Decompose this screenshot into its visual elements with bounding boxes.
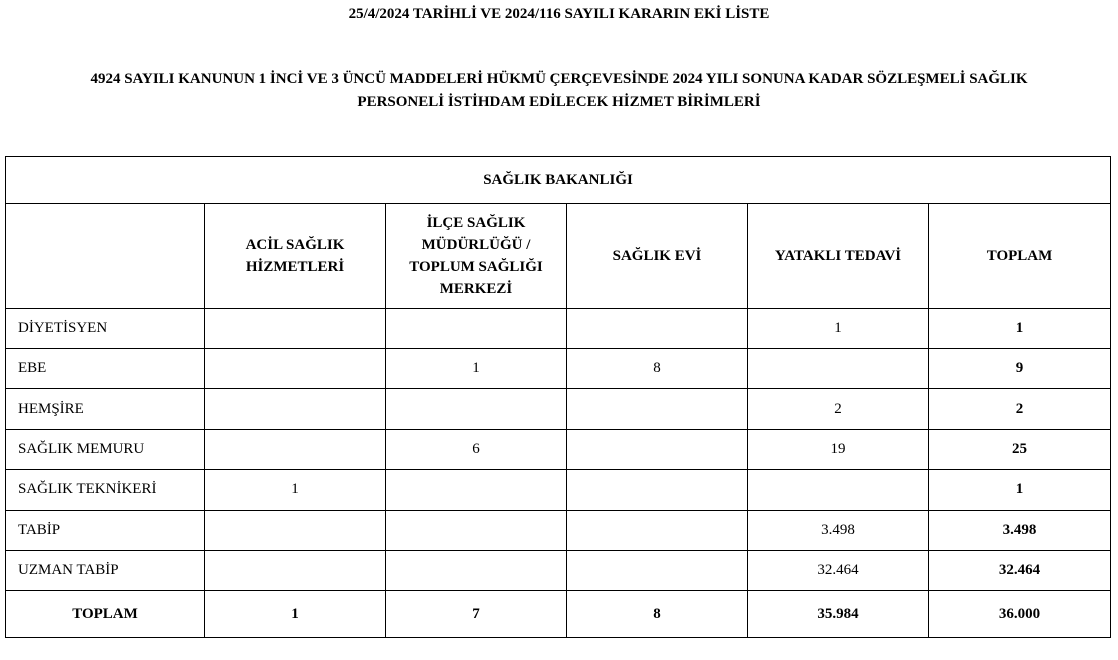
- column-header-row: [6, 204, 1111, 308]
- cell-saglik-evi: [567, 429, 748, 469]
- cell-toplam: 1: [929, 308, 1111, 348]
- cell-ilce: [386, 551, 567, 591]
- column-header-toplam: TOPLAM: [929, 204, 1111, 308]
- table-row: [6, 551, 1111, 591]
- ministry-header: SAĞLIK BAKANLIĞI: [6, 157, 1111, 204]
- totals-row: [6, 591, 1111, 638]
- personnel-table: [5, 156, 1111, 638]
- cell-acil: [205, 348, 386, 388]
- table-row: [6, 389, 1111, 429]
- document-title: 25/4/2024 TARİHLİ VE 2024/116 SAYILI KARARIN EKİ LİSTE: [348, 6, 770, 22]
- total-acil: 1: [205, 591, 386, 638]
- column-header-ilce: İLÇE SAĞLIK MÜDÜRLÜĞÜ / TOPLUM SAĞLIĞI MERKEZİ: [386, 204, 567, 308]
- cell-ilce: [386, 510, 567, 550]
- cell-yatakli: 2: [748, 389, 929, 429]
- cell-saglik-evi: [567, 389, 748, 429]
- cell-saglik-evi: [567, 510, 748, 550]
- total-ilce: 7: [386, 591, 567, 638]
- subtitle-line-2: PERSONELİ İSTİHDAM EDİLECEK HİZMET BİRİMLERİ: [357, 94, 761, 110]
- cell-yatakli: 3.498: [748, 510, 929, 550]
- cell-saglik-evi: [567, 308, 748, 348]
- cell-toplam: 2: [929, 389, 1111, 429]
- cell-yatakli: 32.464: [748, 551, 929, 591]
- cell-acil: [205, 429, 386, 469]
- total-saglik-evi: 8: [567, 591, 748, 638]
- cell-yatakli: [748, 348, 929, 388]
- document-subtitle: [0, 68, 1118, 114]
- cell-ilce: [386, 308, 567, 348]
- totals-label: TOPLAM: [6, 591, 205, 638]
- cell-ilce: 1: [386, 348, 567, 388]
- cell-acil: [205, 308, 386, 348]
- row-label: DİYETİSYEN: [6, 308, 205, 348]
- row-label: HEMŞİRE: [6, 389, 205, 429]
- column-header-saglik-evi: SAĞLIK EVİ: [567, 204, 748, 308]
- row-label: SAĞLIK TEKNİKERİ: [6, 470, 205, 510]
- cell-saglik-evi: 8: [567, 348, 748, 388]
- row-label: UZMAN TABİP: [6, 551, 205, 591]
- cell-toplam: 1: [929, 470, 1111, 510]
- cell-acil: [205, 510, 386, 550]
- cell-acil: 1: [205, 470, 386, 510]
- cell-saglik-evi: [567, 551, 748, 591]
- cell-ilce: 6: [386, 429, 567, 469]
- table-row: [6, 308, 1111, 348]
- total-yatakli: 35.984: [748, 591, 929, 638]
- cell-toplam: 3.498: [929, 510, 1111, 550]
- column-header-empty: [6, 204, 205, 308]
- cell-ilce: [386, 389, 567, 429]
- row-label: EBE: [6, 348, 205, 388]
- cell-ilce: [386, 470, 567, 510]
- row-label: SAĞLIK MEMURU: [6, 429, 205, 469]
- table-row: [6, 348, 1111, 388]
- column-header-yatakli: YATAKLI TEDAVİ: [748, 204, 929, 308]
- cell-toplam: 32.464: [929, 551, 1111, 591]
- table-row: [6, 470, 1111, 510]
- cell-acil: [205, 551, 386, 591]
- column-header-acil: ACİL SAĞLIK HİZMETLERİ: [205, 204, 386, 308]
- cell-acil: [205, 389, 386, 429]
- table-row: [6, 429, 1111, 469]
- cell-toplam: 25: [929, 429, 1111, 469]
- subtitle-line-1: 4924 SAYILI KANUNUN 1 İNCİ VE 3 ÜNCÜ MADDELERİ HÜKMÜ ÇERÇEVESİNDE 2024 YILI SONUNA KADAR SÖZLEŞMELİ SAĞLIK: [90, 71, 1028, 87]
- total-toplam: 36.000: [929, 591, 1111, 638]
- cell-toplam: 9: [929, 348, 1111, 388]
- cell-yatakli: 1: [748, 308, 929, 348]
- cell-yatakli: 19: [748, 429, 929, 469]
- table-row: [6, 510, 1111, 550]
- cell-saglik-evi: [567, 470, 748, 510]
- cell-yatakli: [748, 470, 929, 510]
- row-label: TABİP: [6, 510, 205, 550]
